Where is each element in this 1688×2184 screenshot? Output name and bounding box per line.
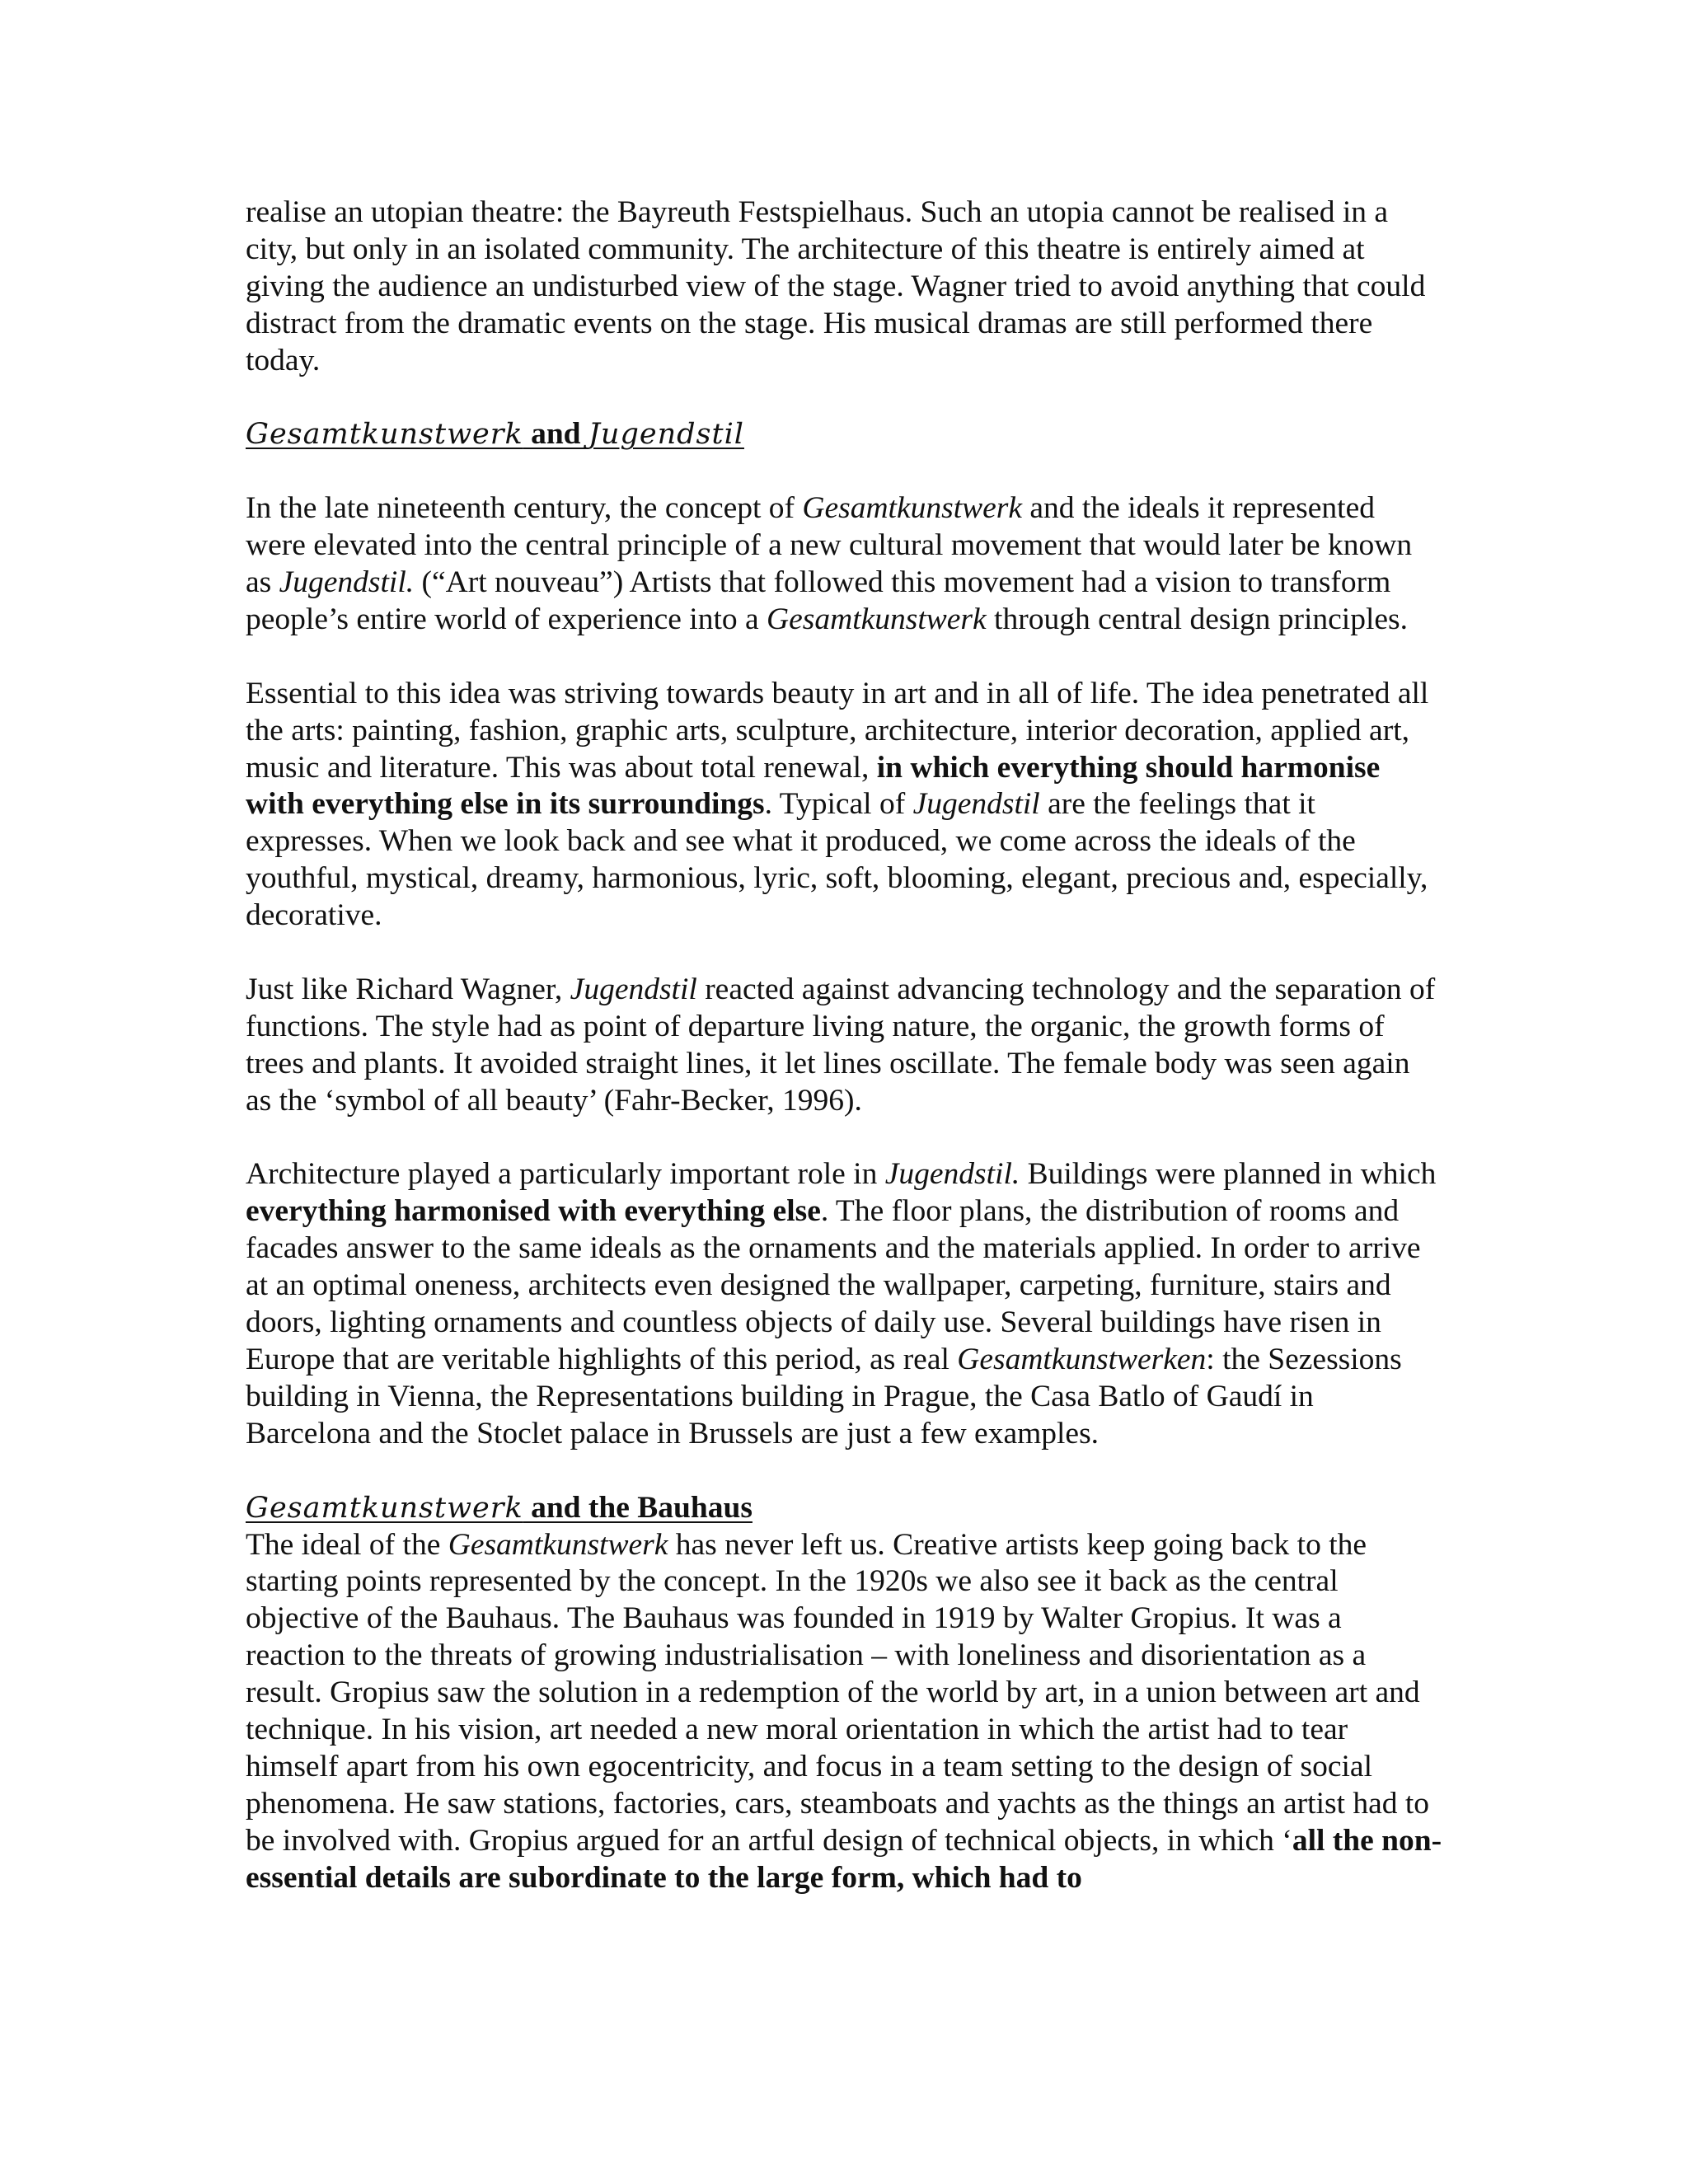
italic-term: Gesamtkunstwerk <box>448 1527 668 1562</box>
text-run: . Typical of <box>764 787 913 822</box>
bold-phrase: all the non-essential details are subordinate to the large form, which had to <box>246 1823 1442 1895</box>
heading-term: Gesamtkunstwerk <box>246 1491 523 1525</box>
paragraph-2 <box>246 676 1442 935</box>
italic-term: Jugendstil. <box>884 1157 1020 1192</box>
text-run: : the Sezessions building in Vienna, the Representations building in Prague, the Casa Batlo of Gaudí in Barcelona and the Stoclet palace in Brussels are just a few examples. <box>246 1343 1402 1451</box>
paragraph-intro <box>246 194 1442 380</box>
paragraph-1 <box>246 490 1442 639</box>
paragraph-3 <box>246 972 1442 1120</box>
bold-phrase: everything harmonised with everything else <box>246 1194 821 1229</box>
heading-term: Gesamtkunstwerk <box>246 418 523 452</box>
italic-term: Gesamtkunstwerk <box>802 491 1023 526</box>
text-run: has never left us. Creative artists keep going back to the starting points represented by the concept. In the 1920s we also see it back as the central objective of the Bauhaus. The Bauhaus was founded in 1919 by Walter Gropius. It was a reaction to the threats of growing industrialisation – with loneliness and disorientation as a result. Gropius saw the solution in a redemption of the world by art, in a union between art and technique. In his vision, art needed a new moral orientation in which the artist had to tear himself apart from his own egocentricity, and focus in a team setting to the design of social phenomena. He saw stations, factories, cars, steamboats and yachts as the things an artist had to be involved with. Gropius argued for an artful design of technical objects, in which ‘ <box>246 1527 1430 1858</box>
paragraph-5 <box>246 1527 1442 1897</box>
text-run: In the late nineteenth century, the concept of <box>246 491 803 526</box>
text-run: The ideal of the <box>246 1527 448 1562</box>
text-run: . The floor plans, the distribution of rooms and facades answer to the same ideals as the ornaments and the materials applied. In order to arrive at an optimal oneness, architects even designed the wallpaper, carpeting, furniture, stairs and doors, lighting ornaments and countless objects of daily use. Several buildings have risen in Europe that are veritable highlights of this period, as real <box>246 1194 1421 1377</box>
text-run: reacted against advancing technology and the separation of functions. The style had as point of departure living nature, the organic, the growth forms of trees and plants. It avoided straight lines, it let lines oscillate. The female body was seen again as the ‘symbol of all beauty’ (Fahr-Becker, 1996). <box>246 972 1436 1118</box>
heading-term: Jugendstil <box>588 418 744 452</box>
text-run: and the ideals it represented were elevated into the central principle of a new cultural movement that would later be known as <box>246 491 1413 600</box>
text-run: Just like Richard Wagner, <box>246 972 570 1006</box>
text-run: are the feelings that it expresses. When we look back and see what it produced, we come across the ideals of the youthful, mystical, dreamy, harmonious, lyric, soft, blooming, elegant, precious and, especially, decorative. <box>246 787 1428 933</box>
text-run: realise an utopian theatre: the Bayreuth Festspielhaus. Such an utopia cannot be realised in a city, but only in an isolated community. The architecture of this theatre is entirely aimed at giving the audience an undisturbed view of the stage. Wagner tried to avoid anything that could distract from the dramatic events on the stage. His musical dramas are still performed there today. <box>246 195 1426 377</box>
section-heading-jugendstil <box>246 416 1442 453</box>
section-heading-bauhaus <box>246 1490 1442 1527</box>
italic-term: Jugendstil <box>912 787 1040 822</box>
text-run: Essential to this idea was striving towards beauty in art and in all of life. The idea penetrated all the arts: painting, fashion, graphic arts, sculpture, architecture, interior decoration, applied art, music and literature. This was about total renewal, <box>246 676 1429 785</box>
paragraph-4 <box>246 1156 1442 1452</box>
heading-text: and <box>523 417 588 452</box>
heading-text: and the Bauhaus <box>523 1490 753 1525</box>
text-run: (“Art nouveau”) Artists that followed this movement had a vision to transform people’s entire world of experience into a <box>246 565 1391 636</box>
bold-phrase: in which everything should harmonise with everything else in its surroundings <box>246 750 1381 822</box>
italic-term: Gesamtkunstwerk <box>767 602 987 636</box>
text-run: Buildings were planned in which <box>1020 1157 1437 1192</box>
italic-term: Gesamtkunstwerken <box>957 1343 1207 1377</box>
italic-term: Jugendstil <box>570 972 697 1006</box>
document-page <box>246 194 1442 1897</box>
text-run: through central design principles. <box>986 602 1408 636</box>
text-run: Architecture played a particularly important role in <box>246 1157 885 1192</box>
italic-term: Jugendstil. <box>279 565 415 600</box>
